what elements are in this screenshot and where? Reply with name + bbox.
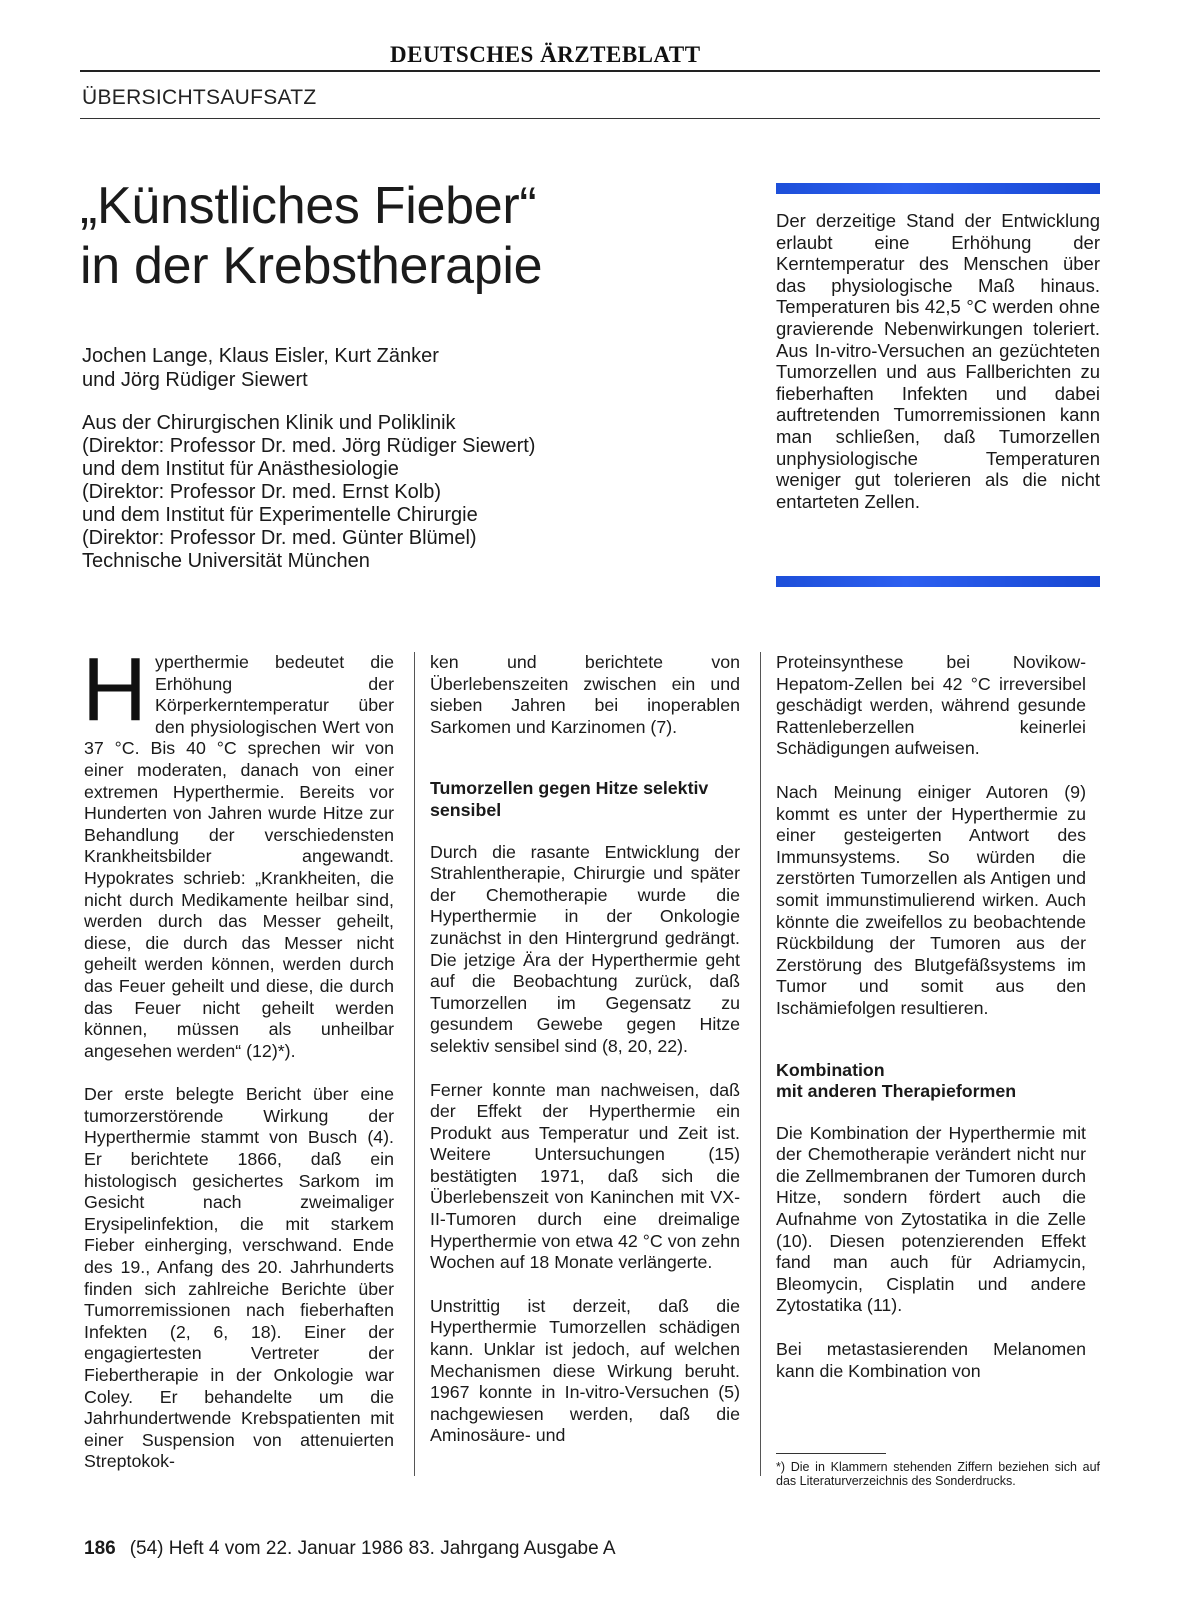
- abstract-bar-bottom: [776, 576, 1100, 587]
- section-label: ÜBERSICHTSAUFSATZ: [82, 86, 317, 109]
- article-title: [80, 176, 542, 296]
- title-line-1: „Künstliches Fieber“: [80, 177, 537, 235]
- column-divider: [760, 652, 761, 1476]
- paragraph: Hyperthermie bedeutet die Erhöhung der Körperkerntemperatur über den physiologischen Wert von 37 °C. Bis 40 °C sprechen wir von einer moderaten, danach von einer extremen Hyperthermie. Bereits vor Hunderten von Jahren wurde Hitze zur Behandlung der verschiedensten Krankheitsbilder angewandt. Hypokrates schrieb: „Krankheiten, die nicht durch Medikamente heilbar sind, werden durch das Messer geheilt, diese, die durch das Messer nicht geheilt werden können, werden durch das Feuer geheilt und diese, die durch das Feuer nicht geheilt werden können, müssen als unheilbar angesehen werden“ (12)*).: [82, 640, 394, 1061]
- authors-line-1: Jochen Lange, Klaus Eisler, Kurt Zänker: [82, 345, 439, 367]
- column-3: [776, 652, 1086, 1404]
- page-footer: [84, 1538, 616, 1560]
- affiliation-line: Aus der Chirurgischen Klinik und Poliklinik: [82, 412, 456, 434]
- paragraph: Nach Meinung einiger Autoren (9) kommt es unter der Hyperthermie zu einer gesteigerten Antwort des Immunsystems. So würden die zerstörten Tumorzellen als Antigen und somit immunstimulierend wirken. Auch könnte die zweifellos zu beobachtende Rückbildung der Tumoren aus der Zerstörung des Blutgefäßsystems im Tumor und somit aus den Ischämiefolgen resultieren.: [776, 781, 1086, 1018]
- masthead: DEUTSCHES ÄRZTEBLATT: [390, 42, 701, 67]
- affiliation-line: Technische Universität München: [82, 550, 370, 572]
- footnote-rule: [776, 1453, 886, 1454]
- authors-line-2: und Jörg Rüdiger Siewert: [82, 369, 308, 391]
- affiliation: [82, 412, 535, 573]
- affiliation-line: (Direktor: Professor Dr. med. Günter Blümel): [82, 527, 477, 549]
- paragraph: Die Kombination der Hyperthermie mit der Chemotherapie verändert nicht nur die Zellmembranen der Tumoren durch Hitze, sondern fördert auch die Aufnahme von Zytostatika in die Zelle (10). Diesen potenzierenden Effekt fand man auch für Adriamycin, Bleomycin, Cisplatin und andere Zytostatika (11).: [776, 1122, 1086, 1316]
- paragraph: Der erste belegte Bericht über eine tumorzerstörende Wirkung der Hyperthermie stammt von Busch (4). Er berichtete 1866, daß ein histologisch gesichertes Sarkom im Gesicht nach zweimaliger Erysipelinfektion, die mit starkem Fieber einherging, verschwand. Ende des 19., Anfang des 20. Jahrhunderts finden sich zahlreiche Berichte über Tumorremissionen nach fieberhaften Infekten (2, 6, 18). Einer der engagiertesten Vertreter der Fiebertherapie in der Onkologie war Coley. Er behandelte um die Jahrhundertwende Krebspatienten mit einer Suspension von attenuierten Streptokok-: [84, 1084, 394, 1472]
- issue-info: (54) Heft 4 vom 22. Januar 1986 83. Jahrgang Ausgabe A: [129, 1538, 616, 1559]
- section-rule: [80, 118, 1100, 119]
- abstract: Der derzeitige Stand der Entwicklung erlaubt eine Erhöhung der Kerntemperatur des Menschen über das physiologische Maß hinaus. Temperaturen bis 42,5 °C werden ohne gravierende Nebenwirkungen toleriert. Aus In-vitro-Versuchen an gezüchteten Tumorzellen und aus Fallberichten zu fieberhaften Infekten und dabei auftretenden Tumorremissionen kann man schließen, daß Tumorzellen unphysiologische Temperaturen weniger gut tolerieren als die nicht entarteten Zellen.: [776, 210, 1100, 512]
- column-2: [430, 652, 740, 1469]
- paragraph: Proteinsynthese bei Novikow-Hepatom-Zellen bei 42 °C irreversibel geschädigt werden, während gesunde Rattenleberzellen keinerlei Schädigungen aufweisen.: [776, 652, 1086, 759]
- subheading-line: mit anderen Therapieformen: [776, 1081, 1017, 1102]
- paragraph: Bei metastasierenden Melanomen kann die Kombination von: [776, 1339, 1086, 1381]
- subheading-tumorzellen: Tumorzellen gegen Hitze selektiv sensibel: [430, 778, 709, 820]
- footnote: *) Die in Klammern stehenden Ziffern beziehen sich auf das Literaturverzeichnis des Sonderdrucks.: [776, 1460, 1100, 1488]
- paragraph: Unstrittig ist derzeit, daß die Hyperthermie Tumorzellen schädigen kann. Unklar ist jedoch, auf welchen Mechanismen diese Wirkung beruht. 1967 konnte in In-vitro-Versuchen (5) nachgewiesen werden, daß die Aminosäure- und: [430, 1295, 740, 1446]
- masthead-rule: [80, 70, 1100, 72]
- affiliation-line: (Direktor: Professor Dr. med. Jörg Rüdiger Siewert): [82, 435, 536, 457]
- title-line-2: in der Krebstherapie: [80, 237, 543, 295]
- paragraph: Durch die rasante Entwicklung der Strahlentherapie, Chirurgie und später der Chemotherapie wurde die Hyperthermie in der Onkologie zunächst in den Hintergrund gedrängt. Die jetzige Ära der Hyperthermie geht auf die Beobachtung zurück, daß Tumorzellen im Gegensatz zu gesundem Gewebe gegen Hitze selektiv sensibel sind (8, 20, 22).: [430, 841, 740, 1056]
- drop-cap: H: [82, 640, 147, 740]
- subheading-kombination: [776, 1060, 1086, 1103]
- paragraph: ken und berichtete von Überlebenszeiten zwischen ein und sieben Jahren bei inoperablen Sarkomen und Karzinomen (7).: [430, 652, 740, 737]
- subheading-line: Kombination: [776, 1059, 885, 1080]
- authors: [82, 344, 439, 392]
- affiliation-line: und dem Institut für Anästhesiologie: [82, 458, 399, 480]
- affiliation-line: und dem Institut für Experimentelle Chirurgie: [82, 504, 478, 526]
- column-divider: [414, 652, 415, 1476]
- abstract-bar-top: [776, 183, 1100, 194]
- column-1: [82, 640, 394, 1495]
- paragraph: Ferner konnte man nachweisen, daß der Effekt der Hyperthermie ein Produkt aus Temperatur und Zeit ist. Weitere Untersuchungen (15) bestätigten 1971, daß sich die Überlebenszeit von Kaninchen mit VX-II-Tumoren durch eine dreimalige Hyperthermie von etwa 42 °C von zehn Wochen auf 18 Monate verlängerte.: [430, 1079, 740, 1273]
- affiliation-line: (Direktor: Professor Dr. med. Ernst Kolb): [82, 481, 441, 503]
- page-number: 186: [84, 1538, 116, 1559]
